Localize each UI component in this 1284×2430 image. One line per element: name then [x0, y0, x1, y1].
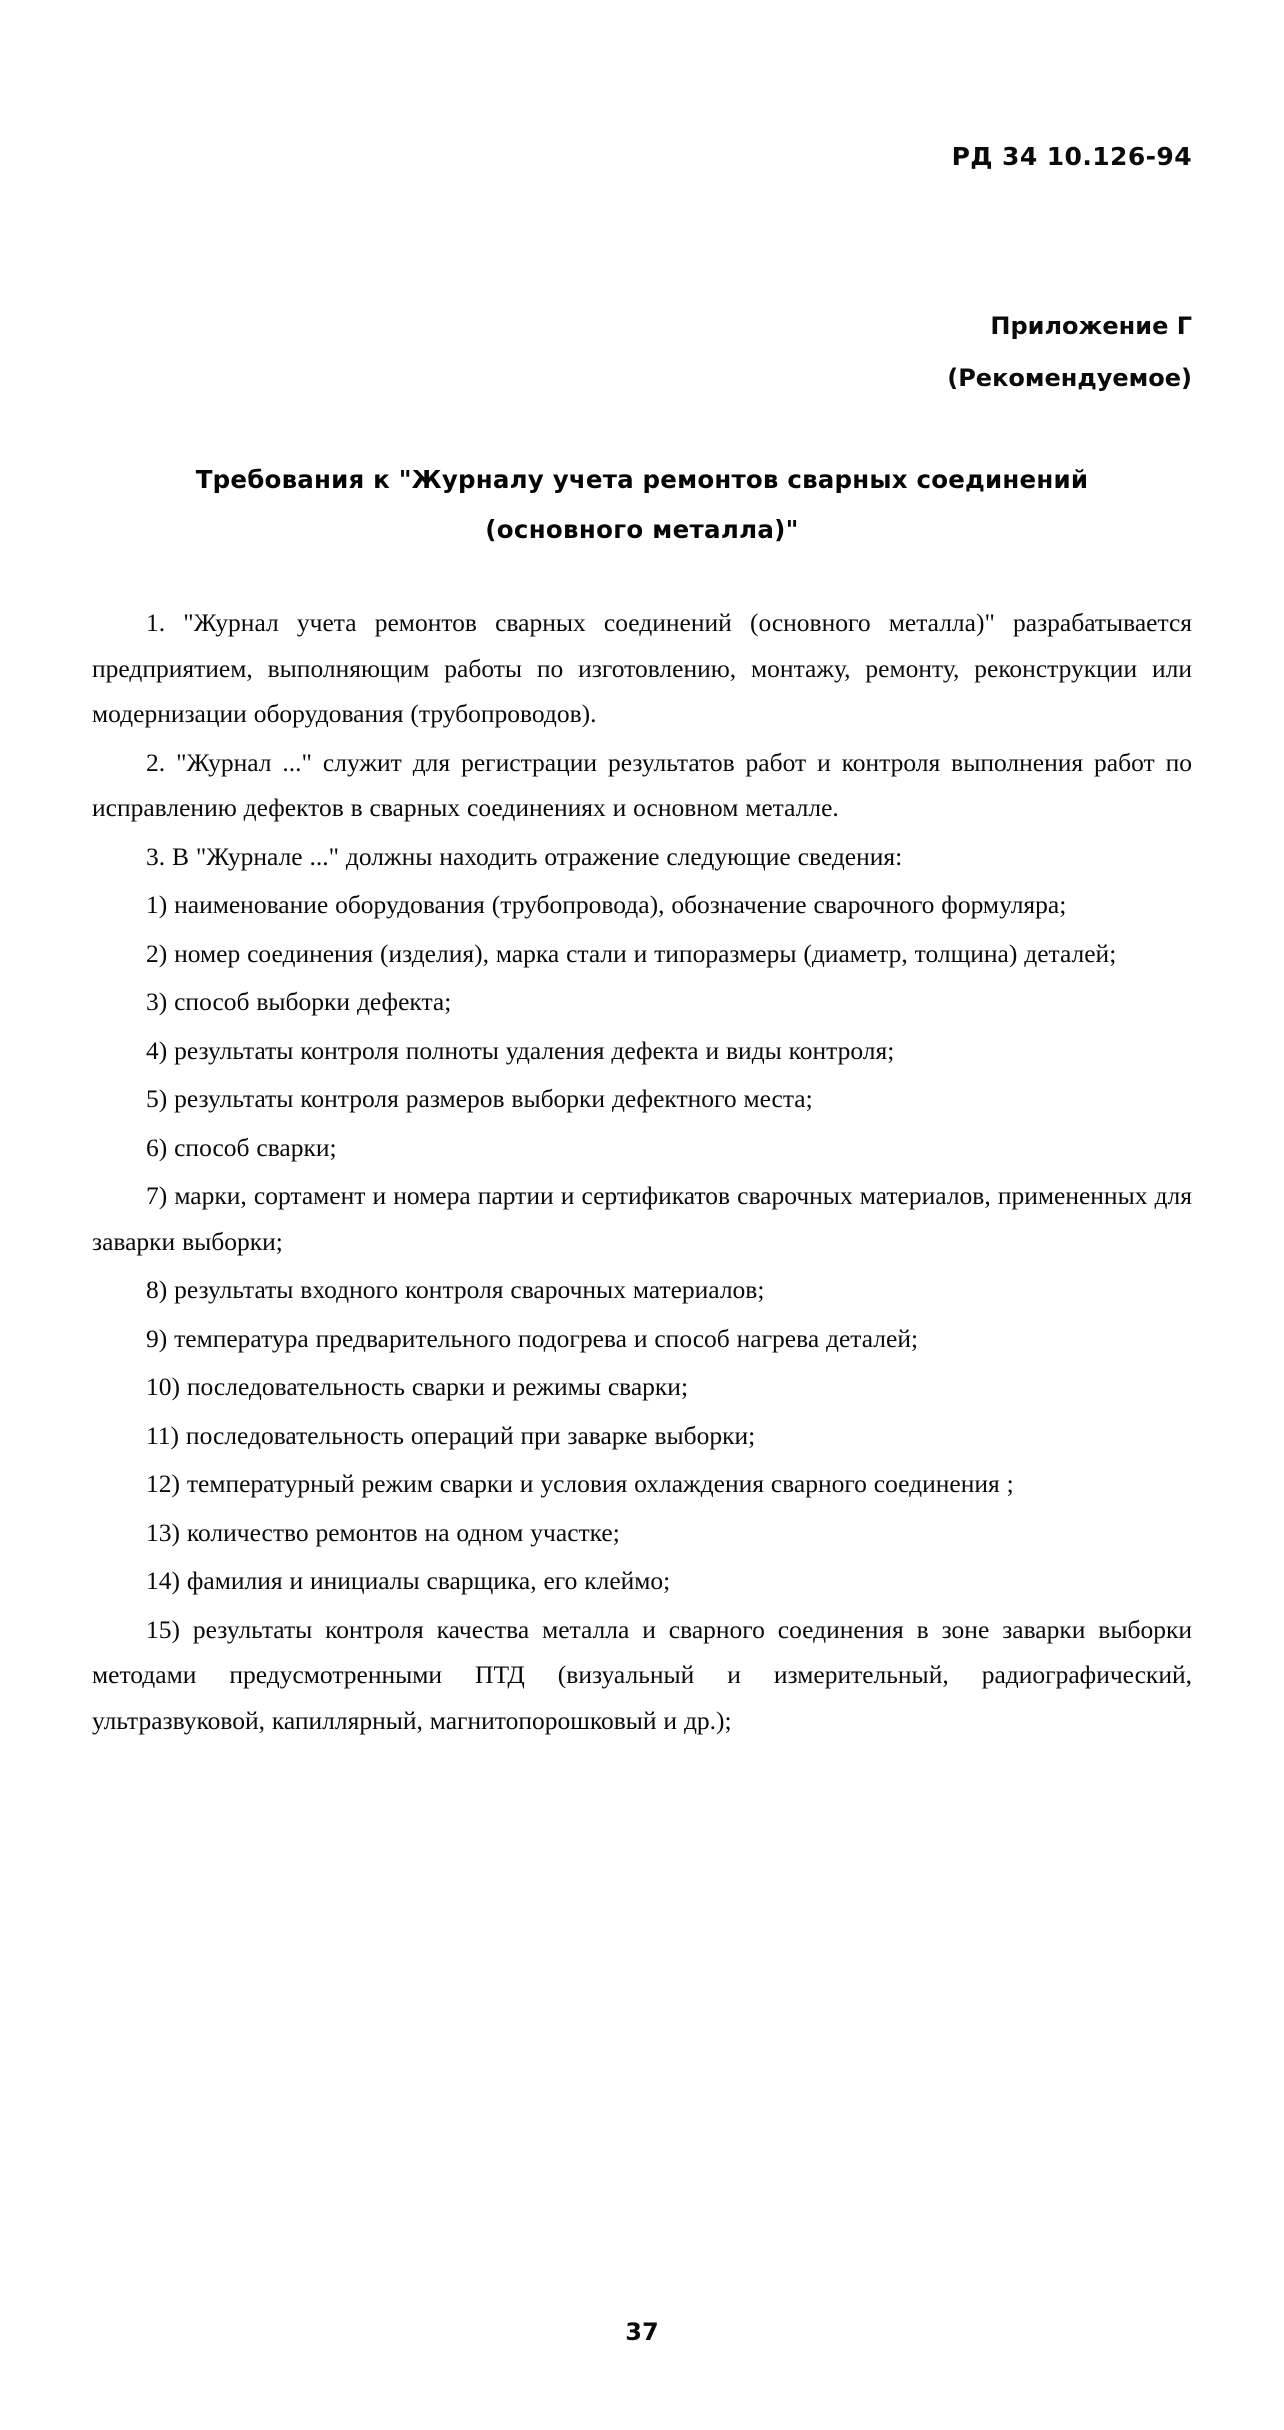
appendix-status: (Рекомендуемое): [947, 364, 1192, 392]
list-item-4: 4) результаты контроля полноты удаления дефекта и виды контроля;: [146, 1035, 895, 1065]
list-item-13: 13) количество ремонтов на одном участке;: [146, 1517, 620, 1547]
list-item-9: 9) температура предварительного подогрева и способ нагрева деталей;: [146, 1323, 919, 1353]
appendix-caption: [772, 300, 1192, 404]
list-item-6: 6) способ сварки;: [146, 1132, 337, 1162]
list-item-8: 8) результаты входного контроля сварочных материалов;: [146, 1275, 765, 1304]
list-item-15: 15) результаты контроля качества металла и сварного соединения в зоне заварки выборки методами предусмотренными ПТД (визуальный и измерительный, радиографический, ультразвуковой, капиллярный, магнитопорошковый и др.);: [92, 1614, 1192, 1735]
list-item-14: 14) фамилия и инициалы сварщика, его клеймо;: [146, 1566, 671, 1595]
page-number: 37: [625, 2318, 659, 2346]
appendix-label: Приложение Г: [990, 312, 1192, 340]
paragraph-1: 1. "Журнал учета ремонтов сварных соединений (основного металла)" разрабатывается предприятием, выполняющим работы по изготовлению, монтажу, ремонту, реконструкции или модернизации оборудования (трубопроводов).: [92, 608, 1192, 728]
paragraph-3: 3. В "Журнале ..." должны находить отражение следующие сведения:: [146, 841, 903, 871]
list-item-7: 7) марки, сортамент и номера партии и сертификатов сварочных материалов, примененных для заварки выборки;: [92, 1181, 1192, 1256]
page-title: [92, 455, 1192, 555]
paragraph-2: 2. "Журнал ..." служит для регистрации результатов работ и контроля выполнения работ по исправлению дефектов в сварных соединениях и основном металле.: [92, 747, 1192, 822]
list-item-1: 1) наименование оборудования (трубопровода), обозначение сварочного формуляра;: [146, 890, 1067, 919]
document-body: [92, 600, 1192, 1746]
list-item-12: 12) температурный режим сварки и условия охлаждения сварного соединения ;: [146, 1469, 1014, 1498]
list-item-5: 5) результаты контроля размеров выборки дефектного места;: [146, 1084, 813, 1113]
page-title-line-1: Требования к "Журналу учета ремонтов сварных соединений: [195, 465, 1089, 494]
list-item-3: 3) способ выборки дефекта;: [146, 987, 452, 1016]
running-header: РД 34 10.126-94: [951, 142, 1192, 171]
list-item-10: 10) последовательность сварки и режимы сварки;: [146, 1372, 689, 1401]
list-item-2: 2) номер соединения (изделия), марка стали и типоразмеры (диаметр, толщина) деталей;: [146, 938, 1117, 968]
list-item-11: 11) последовательность операций при заварке выборки;: [146, 1420, 756, 1450]
page-title-line-2: (основного металла)": [485, 515, 799, 544]
